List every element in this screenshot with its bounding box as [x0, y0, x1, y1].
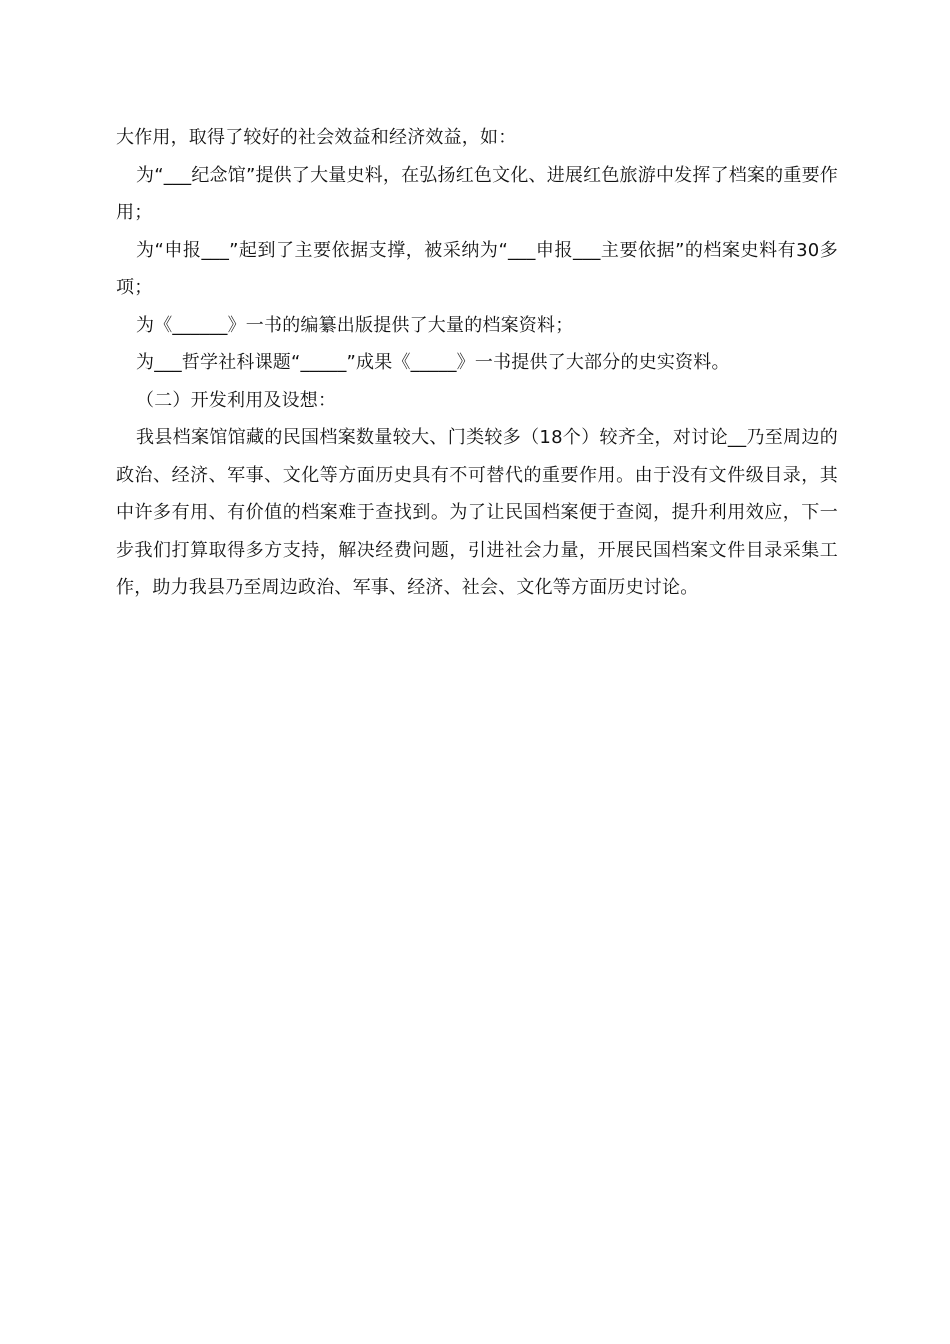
document-body — [116, 119, 838, 607]
paragraph-research-project: 为___哲学社科课题“_____”成果《_____》一书提供了大部分的史实资料。 — [136, 352, 730, 373]
paragraph-book-compilation: 为《______》一书的编纂出版提供了大量的档案资料； — [136, 314, 574, 336]
section-heading-development: （二）开发利用及设想： — [136, 389, 337, 411]
paragraph-continuation: 大作用，取得了较好的社会效益和经济效益，如： — [116, 127, 517, 148]
paragraph-development-plan: 我县档案馆馆藏的民国档案数量较大、门类较多（18个）较齐全，对讨论__乃至周边的政治、经济、军事、文化等方面历史具有不可替代的重要作用。由于没有文件级目录，其中许多有用、有价值的档案难于查找到。为了让民国档案便于查阅，提升利用效应，下一步我们打算取得多方支持，解决经费问题，引进社会力量，开展民国档案文件目录采集工作，助力我县乃至周边政治、军事、经济、社会、文化等方面历史讨论。 — [116, 427, 838, 598]
paragraph-application-support: 为“申报___”起到了主要依据支撑，被采纳为“___申报___主要依据”的档案史料有30多项； — [116, 239, 838, 298]
paragraph-memorial-hall: 为“___纪念馆”提供了大量史料，在弘扬红色文化、进展红色旅游中发挥了档案的重要作用； — [116, 164, 838, 223]
